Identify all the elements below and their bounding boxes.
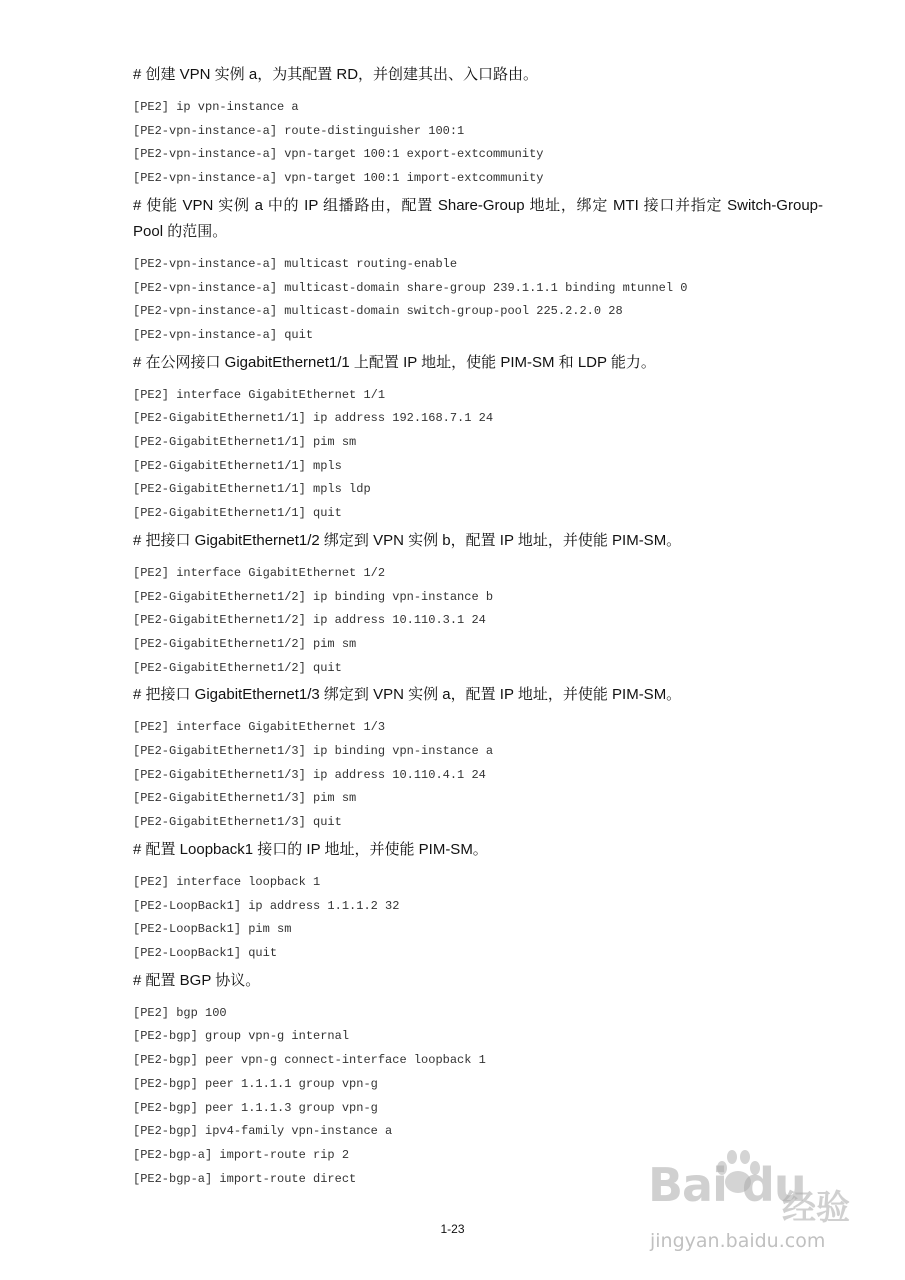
code-line: [PE2] interface loopback 1: [133, 874, 321, 889]
code-line: [PE2-GigabitEthernet1/1] mpls: [133, 458, 342, 473]
section-heading: # 把接口 GigabitEthernet1/2 绑定到 VPN 实例 b，配置 IP 地址，并使能 PIM-SM。: [133, 531, 682, 549]
code-block: [133, 384, 823, 526]
section-heading: # 配置 Loopback1 接口的 IP 地址，并使能 PIM-SM。: [133, 840, 488, 858]
section-heading: # 把接口 GigabitEthernet1/3 绑定到 VPN 实例 a，配置 IP 地址，并使能 PIM-SM。: [133, 686, 682, 704]
section-heading: # 使能 VPN 实例 a 中的 IP 组播路由，配置 Share-Group 地址，绑定 MTI 接口并指定 Switch-Group-Pool 的范围。: [133, 196, 823, 240]
code-block: [133, 96, 823, 191]
code-line: [PE2-GigabitEthernet1/3] ip address 10.110.4.1 24: [133, 767, 486, 782]
code-line: [PE2-vpn-instance-a] multicast-domain switch-group-pool 225.2.2.0 28: [133, 304, 623, 319]
code-line: [PE2-LoopBack1] pim sm: [133, 922, 292, 937]
code-line: [PE2-GigabitEthernet1/3] quit: [133, 815, 342, 830]
code-block: [133, 562, 823, 681]
code-line: [PE2-vpn-instance-a] multicast routing-enable: [133, 256, 458, 271]
code-block: [133, 716, 823, 835]
section-heading: # 在公网接口 GigabitEthernet1/1 上配置 IP 地址，使能 PIM-SM 和 LDP 能力。: [133, 353, 656, 371]
code-line: [PE2-GigabitEthernet1/2] ip address 10.110.3.1 24: [133, 613, 486, 628]
code-line: [PE2] bgp 100: [133, 1005, 227, 1020]
code-line: [PE2-vpn-instance-a] vpn-target 100:1 import-extcommunity: [133, 171, 544, 186]
baidu-jingyan-watermark: [640, 1140, 890, 1270]
code-line: [PE2-bgp] peer 1.1.1.1 group vpn-g: [133, 1076, 378, 1091]
code-line: [PE2-LoopBack1] quit: [133, 945, 278, 960]
code-line: [PE2] interface GigabitEthernet 1/1: [133, 387, 386, 402]
section-heading: # 配置 BGP 协议。: [133, 971, 261, 989]
code-line: [PE2-vpn-instance-a] vpn-target 100:1 export-extcommunity: [133, 147, 544, 162]
code-line: [PE2-bgp-a] import-route direct: [133, 1171, 357, 1186]
code-line: [PE2-vpn-instance-a] multicast-domain share-group 239.1.1.1 binding mtunnel 0: [133, 280, 688, 295]
code-line: [PE2] ip vpn-instance a: [133, 100, 299, 114]
code-line: [PE2] interface GigabitEthernet 1/3: [133, 720, 386, 735]
code-line: [PE2-bgp] group vpn-g internal: [133, 1029, 350, 1044]
watermark-brand: 经验: [782, 1188, 850, 1228]
code-line: [PE2-GigabitEthernet1/3] ip binding vpn-instance a: [133, 744, 494, 759]
section-heading: # 创建 VPN 实例 a，为其配置 RD，并创建其出、入口路由。: [133, 66, 539, 83]
code-line: [PE2-GigabitEthernet1/1] ip address 192.168.7.1 24: [133, 411, 494, 426]
code-line: [PE2-vpn-instance-a] route-distinguisher 100:1: [133, 123, 465, 138]
code-line: [PE2-GigabitEthernet1/2] pim sm: [133, 636, 357, 651]
code-line: [PE2-vpn-instance-a] quit: [133, 327, 314, 342]
code-line: [PE2-bgp] peer 1.1.1.3 group vpn-g: [133, 1100, 378, 1115]
code-line: [PE2-GigabitEthernet1/3] pim sm: [133, 791, 357, 806]
code-line: [PE2-GigabitEthernet1/2] quit: [133, 660, 342, 675]
code-line: [PE2-bgp] peer vpn-g connect-interface loopback 1: [133, 1053, 486, 1068]
code-line: [PE2-bgp-a] import-route rip 2: [133, 1147, 350, 1162]
code-line: [PE2-GigabitEthernet1/1] quit: [133, 506, 342, 521]
code-line: [PE2-LoopBack1] ip address 1.1.1.2 32: [133, 898, 400, 913]
code-line: [PE2-GigabitEthernet1/1] mpls ldp: [133, 482, 371, 497]
document-body: [133, 62, 823, 1193]
watermark-logo: Bai du: [648, 1158, 806, 1212]
code-line: [PE2-bgp] ipv4-family vpn-instance a: [133, 1124, 393, 1139]
watermark-url: jingyan.baidu.com: [650, 1230, 826, 1252]
page-number: 1-23: [440, 1222, 465, 1236]
code-line: [PE2-GigabitEthernet1/2] ip binding vpn-instance b: [133, 589, 494, 604]
code-line: [PE2-GigabitEthernet1/1] pim sm: [133, 435, 357, 450]
code-block: [133, 253, 823, 348]
code-line: [PE2] interface GigabitEthernet 1/2: [133, 565, 386, 580]
code-block: [133, 871, 823, 966]
